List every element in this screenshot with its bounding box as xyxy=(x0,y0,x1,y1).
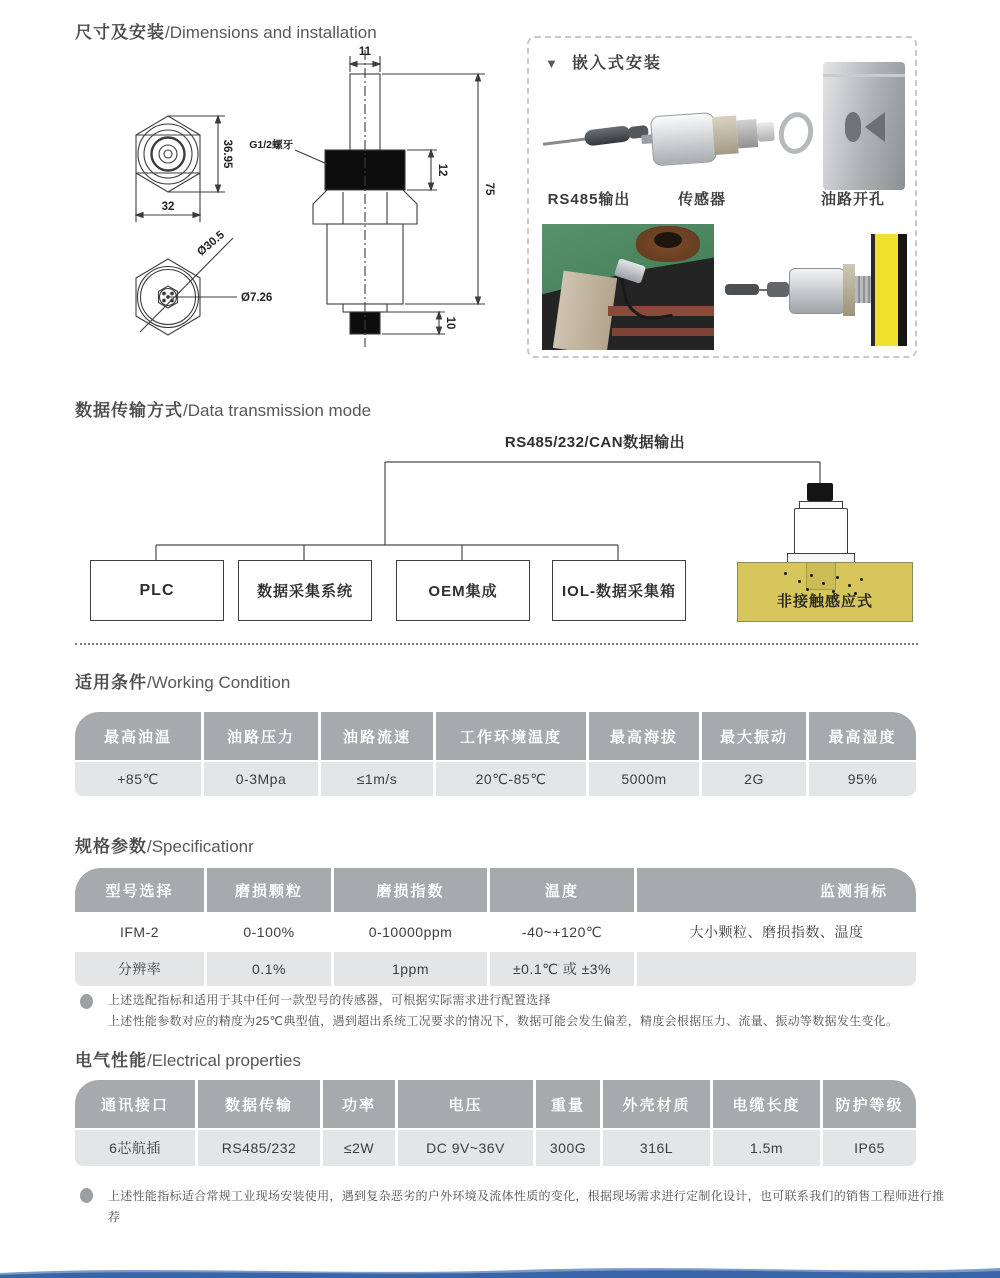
sensor-neck xyxy=(736,119,758,148)
table-row xyxy=(75,762,916,796)
cable-plug-body xyxy=(584,125,632,146)
tree-sensor-body xyxy=(794,508,848,555)
section-title-en: /Electrical properties xyxy=(147,1051,302,1070)
part-label-rs485: RS485输出 xyxy=(547,191,631,208)
table-header-row xyxy=(75,868,916,912)
column-header: 油路流速 xyxy=(321,712,433,760)
section-title-en: /Working Condition xyxy=(147,673,291,692)
mount-cable-plug xyxy=(725,284,759,295)
footer-wave-decoration xyxy=(0,1262,1000,1278)
oil-block-illustration xyxy=(823,62,905,190)
note-bullet-icon xyxy=(80,1188,93,1203)
installation-photo xyxy=(542,224,714,350)
note-bullet-icon xyxy=(80,994,93,1009)
table-header-row xyxy=(75,1080,916,1128)
section-title-zh: 适用条件 xyxy=(75,673,147,692)
flush-mount-illustration xyxy=(725,234,907,346)
part-label-sensor: 传感器 xyxy=(677,191,726,208)
column-header: 磨损指数 xyxy=(334,868,487,912)
column-header: 重量 xyxy=(536,1080,600,1128)
column-header: 电缆长度 xyxy=(713,1080,820,1128)
dotted-divider xyxy=(75,643,918,645)
table-cell: 20℃-85℃ xyxy=(436,762,586,796)
table-cell: 5000m xyxy=(589,762,699,796)
sensor-body xyxy=(650,112,717,166)
column-header: 功率 xyxy=(323,1080,395,1128)
node-iol-box: IOL-数据采集箱 xyxy=(552,560,686,621)
column-header: 型号选择 xyxy=(75,868,204,912)
part-label-oil-hole: 油路开孔 xyxy=(820,191,885,208)
output-bus-label: RS485/232/CAN数据输出 xyxy=(504,434,686,451)
table-row xyxy=(75,914,916,950)
dim-hex-across-flats: 32 xyxy=(161,201,175,213)
column-header: 温度 xyxy=(490,868,634,912)
dim-connector-diameter: Ø7.26 xyxy=(241,292,273,304)
table-row xyxy=(75,1130,916,1166)
cable-wire xyxy=(543,137,587,145)
section-title-en: /Specificationr xyxy=(147,837,254,856)
specification-table xyxy=(75,868,916,986)
mount-hex-ring xyxy=(843,264,855,316)
column-header: 电压 xyxy=(398,1080,533,1128)
column-header: 工作环境温度 xyxy=(436,712,586,760)
block-port-right xyxy=(865,112,885,142)
panel-title xyxy=(545,50,662,73)
dim-hex-across-corners: 36.95 xyxy=(221,139,233,169)
table-cell: DC 9V~36V xyxy=(398,1130,533,1166)
table-cell: 6芯航插 xyxy=(75,1130,195,1166)
sensor-hex-section xyxy=(712,115,739,155)
table-cell: 316L xyxy=(603,1130,710,1166)
section-title-zh: 数据传输方式 xyxy=(75,401,183,420)
table-cell: IP65 xyxy=(823,1130,916,1166)
dim-outer-diameter: Ø30.5 xyxy=(195,229,227,259)
sensor-tip xyxy=(757,122,775,142)
dim-tip-height: 10 xyxy=(444,316,456,330)
table-cell: 95% xyxy=(809,762,916,796)
electrical-note: 上述性能指标适合常规工业现场安装使用，遇到复杂恶劣的户外环境及流体性质的变化，根据现场需求进行定制化设计，也可联系我们的销售工程师进行推荐 xyxy=(108,1189,945,1224)
section-title-en: /Data transmission mode xyxy=(183,401,372,420)
section-title-zh: 电气性能 xyxy=(75,1051,147,1070)
tree-sensor-probe xyxy=(806,563,836,590)
column-header: 通讯接口 xyxy=(75,1080,195,1128)
electrical-table xyxy=(75,1080,916,1166)
column-header: 数据传输 xyxy=(198,1080,320,1128)
table-cell: 0-100% xyxy=(207,914,331,950)
table-cell: 300G xyxy=(536,1130,600,1166)
table-cell: 0-10000ppm xyxy=(334,914,487,950)
table-cell xyxy=(637,952,916,986)
note-line: 上述选配指标和适用于其中任何一款型号的传感器，可根据实际需求进行配置选择 xyxy=(108,993,551,1007)
dim-rod-width: 11 xyxy=(358,46,372,58)
technical-drawing xyxy=(65,42,525,377)
section-title-zh: 尺寸及安装 xyxy=(75,23,165,42)
column-header: 最高海拔 xyxy=(589,712,699,760)
tree-sensor-cap xyxy=(807,483,833,501)
table-cell: 分辨率 xyxy=(75,952,204,986)
section-title-transmission xyxy=(75,396,371,421)
table-cell: 1ppm xyxy=(334,952,487,986)
sensor-illustration xyxy=(647,90,782,171)
note-line: 上述性能参数对应的精度为25℃典型值，遇到超出系统工况要求的情况下，数据可能会发生偏差，精度会根据压力、流量、振动等数据发生变化。 xyxy=(108,1014,899,1028)
column-header: 油路压力 xyxy=(204,712,318,760)
working-condition-table xyxy=(75,712,916,796)
table-cell: 1.5m xyxy=(713,1130,820,1166)
table-cell: +85℃ xyxy=(75,762,201,796)
column-header: 最高湿度 xyxy=(809,712,916,760)
column-header: 外壳材质 xyxy=(603,1080,710,1128)
block-port-left xyxy=(845,112,861,142)
section-title-working-condition xyxy=(75,668,290,693)
table-row xyxy=(75,952,916,986)
table-cell: 大小颗粒、磨损指数、温度 xyxy=(637,914,916,950)
table-cell: ≤2W xyxy=(323,1130,395,1166)
table-cell: 0-3Mpa xyxy=(204,762,318,796)
photo-beam-2 xyxy=(612,328,714,336)
table-cell: RS485/232 xyxy=(198,1130,320,1166)
column-header: 最高油温 xyxy=(75,712,201,760)
block-edge-line xyxy=(823,74,905,77)
mount-connector xyxy=(767,282,789,297)
column-header: 防护等级 xyxy=(823,1080,916,1128)
node-oem: OEM集成 xyxy=(396,560,530,621)
mount-yellow-plate xyxy=(871,234,907,346)
triangle-marker-icon: ▼ xyxy=(545,56,558,71)
specification-notes xyxy=(108,990,938,1032)
table-cell: IFM-2 xyxy=(75,914,204,950)
section-title-zh: 规格参数 xyxy=(75,837,147,856)
table-header-row xyxy=(75,712,916,760)
dim-thread-height: 12 xyxy=(436,163,448,177)
column-header: 监测指标 xyxy=(637,868,916,912)
section-title-specification xyxy=(75,832,254,857)
photo-cable xyxy=(620,270,672,324)
column-header: 磨损颗粒 xyxy=(207,868,331,912)
particle-dots xyxy=(784,572,787,575)
dim-total-height: 75 xyxy=(483,182,495,196)
node-daq-system: 数据采集系统 xyxy=(238,560,372,621)
table-cell: 2G xyxy=(702,762,806,796)
table-cell: ±0.1℃ 或 ±3% xyxy=(490,952,634,986)
column-header: 最大振动 xyxy=(702,712,806,760)
mount-body xyxy=(789,268,845,314)
section-title-dimensions xyxy=(75,18,377,43)
table-cell: 0.1% xyxy=(207,952,331,986)
photo-dark-hole xyxy=(654,232,682,248)
node-plc: PLC xyxy=(90,560,224,621)
thread-spec-label: G1/2螺牙 xyxy=(249,139,293,151)
panel-title-text: 嵌入式安装 xyxy=(571,55,662,72)
o-ring-illustration xyxy=(775,109,817,157)
non-contact-caption: 非接触感应式 xyxy=(776,593,873,610)
table-cell: -40~+120℃ xyxy=(490,914,634,950)
embedded-install-panel xyxy=(527,36,917,358)
section-title-en: /Dimensions and installation xyxy=(165,23,377,42)
table-cell: ≤1m/s xyxy=(321,762,433,796)
section-title-electrical xyxy=(75,1046,301,1071)
rs485-cable-illustration xyxy=(541,113,655,166)
